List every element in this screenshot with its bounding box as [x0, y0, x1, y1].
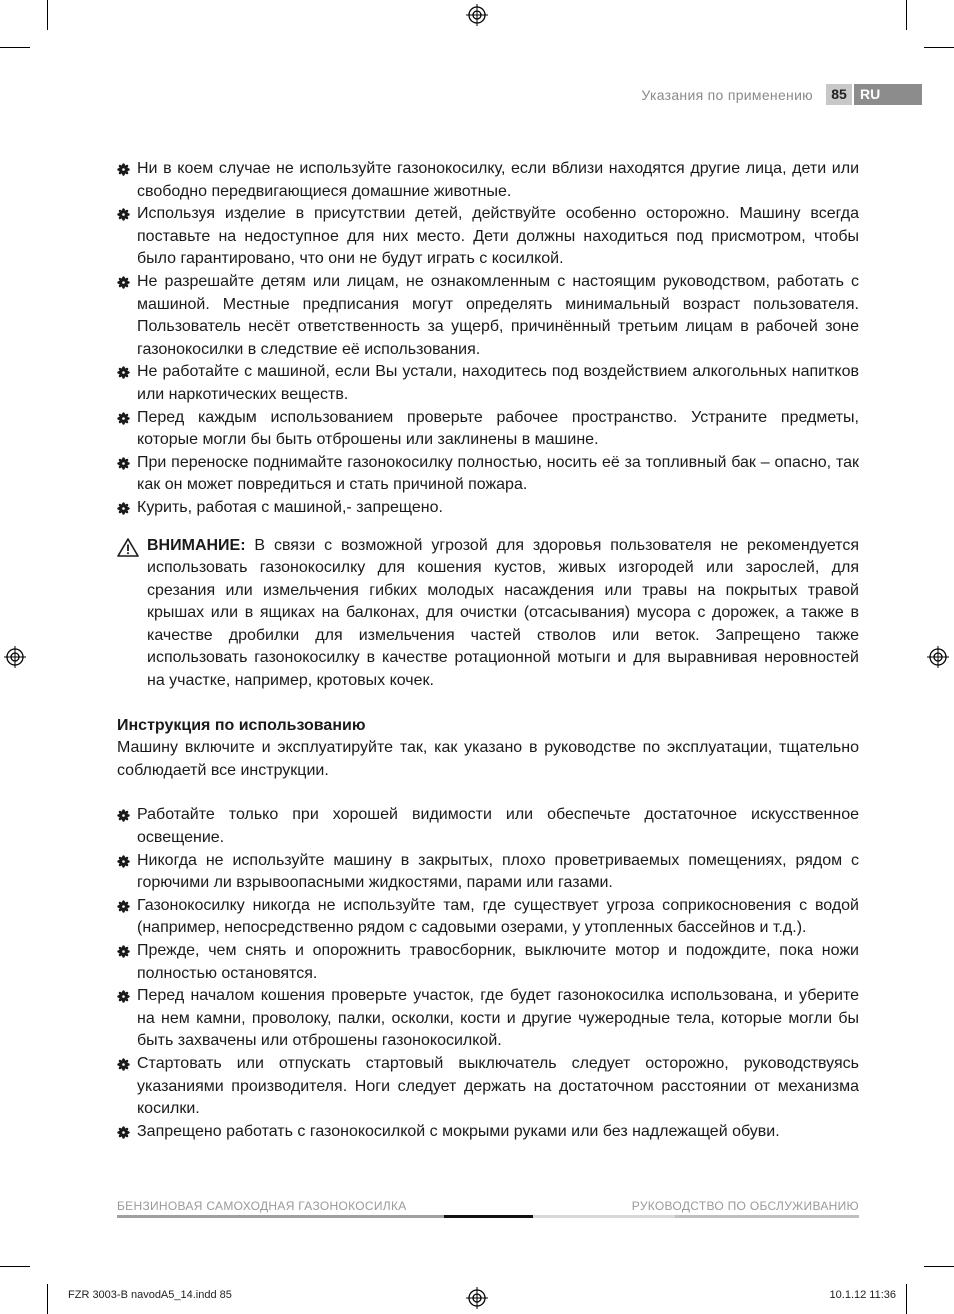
list-item	[117, 804, 859, 849]
footer-rule	[117, 1215, 444, 1218]
list-item-text: Курить, работая с машиной,- запрещено.	[137, 498, 443, 516]
list-item	[117, 452, 859, 497]
warning-text: В связи с возможной угрозой для здоровья пользователя не рекомендуется использовать газонокосилку для кошения кустов, живых изгородей или зарослей, для срезания или измельчения гибких молодых насаждения или травы на покрытых травой крышах или в ящиках на балконах, для очистки (отсасывания) мусора с дорожек, а также в качестве дробилки для измельчения частей стволов или веток. Запрещено также использовать газонокосилку в качестве ротационной мотыги и для выравнивая неровностей на участке, например, кротовых кочек.	[147, 536, 859, 690]
flower-bullet-icon	[117, 502, 130, 515]
registration-mark-icon	[466, 1287, 488, 1309]
list-item-text: Ни в коем случае не используйте газонокосилку, если вблизи находятся другие лица, дети или свободно передвигающиеся домашние животные.	[137, 160, 859, 200]
flower-bullet-icon	[117, 1126, 130, 1139]
page-content	[117, 158, 859, 1143]
list-item-text: Не работайте с машиной, если Вы устали, находитесь под воздействием алкогольных напитков или наркотических веществ.	[137, 363, 859, 403]
footer-manual-title: РУКОВОДСТВО ПО ОБСЛУЖИВАНИЮ	[631, 1199, 859, 1213]
language-tab: RU	[854, 84, 922, 105]
list-item	[117, 1121, 859, 1144]
flower-bullet-icon	[117, 990, 130, 1003]
list-item	[117, 203, 859, 271]
flower-bullet-icon	[117, 208, 130, 221]
footer-rule	[444, 1215, 533, 1218]
footer-rule	[533, 1215, 675, 1218]
flower-bullet-icon	[117, 163, 130, 176]
print-slug-file: FZR 3003-B navodA5_14.indd 85	[68, 1289, 232, 1301]
flower-bullet-icon	[117, 855, 130, 868]
list-item	[117, 895, 859, 940]
registration-mark-icon	[927, 646, 949, 668]
crop-mark	[0, 1266, 30, 1267]
registration-mark-icon	[4, 646, 26, 668]
list-item-text: Работайте только при хорошей видимости или обеспечьте достаточное искусственное освещение.	[137, 806, 859, 847]
flower-bullet-icon	[117, 366, 130, 379]
flower-bullet-icon	[117, 900, 130, 913]
list-item	[117, 407, 859, 452]
crop-mark	[924, 1266, 954, 1267]
footer-product-title: БЕНЗИНОВАЯ САМОХОДНАЯ ГАЗОНОКОСИЛКА	[117, 1199, 407, 1213]
list-item	[117, 361, 859, 406]
list-item	[117, 1053, 859, 1121]
section-title: Инструкция по использованию	[117, 716, 366, 734]
list-item-text: Запрещено работать с газонокосилкой с мокрыми руками или без надлежащей обуви.	[137, 1122, 780, 1140]
list-item-text: Прежде, чем снять и опорожнить травосборник, выключите мотор и подождите, пока ножи полностью остановятся.	[137, 942, 859, 982]
section-header-title: Указания по применению	[641, 87, 813, 103]
list-item	[117, 985, 859, 1053]
print-slug-date: 10.1.12 11:36	[829, 1289, 896, 1301]
crop-mark	[906, 0, 907, 30]
list-item-text: Газонокосилку никогда не используйте там, где существует угроза соприкосновения с водой (например, непосредственно рядом с садовыми озерами, у утопленных бассейнов и т.д.).	[137, 896, 859, 937]
list-item-text: Используя изделие в присутствии детей, действуйте особенно осторожно. Машину всегда поставьте на недоступное для них место. Дети должны находиться под присмотром, чтобы было гарантировано, что они не будут играть с косилкой.	[137, 205, 859, 268]
page-number: 85	[826, 84, 852, 105]
list-item-text: Перед каждым использованием проверьте рабочее пространство. Устраните предметы, которые могли бы быть отброшены или заклинены в машине.	[137, 408, 859, 449]
crop-mark	[0, 47, 30, 48]
flower-bullet-icon	[117, 809, 130, 822]
warning-triangle-icon	[117, 538, 139, 557]
list-item-text: Не разрешайте детям или лицам, не ознакомленным с настоящим руководством, работать с машиной. Местные предписания могут определять минимальный возраст пользователя. Пользователь несёт ответственность за ущерб, причинённый третьим лицам в рабочей зоне газонокосилки в следствие её использования.	[137, 272, 859, 358]
crop-mark	[47, 0, 48, 30]
flower-bullet-icon	[117, 945, 130, 958]
usage-list	[117, 804, 859, 1143]
list-item	[117, 271, 859, 361]
list-item	[117, 158, 859, 203]
crop-mark	[47, 1284, 48, 1314]
list-item-text: При переноске поднимайте газонокосилку полностью, носить её за топливный бак – опасно, так как он может повредиться и стать причиной пожара.	[137, 453, 859, 494]
list-item-text: Никогда не используйте машину в закрытых, плохо проветриваемых помещениях, рядом с горючими ли взрывоопасными жидкостями, парами или газами.	[137, 851, 859, 892]
list-item	[117, 497, 859, 520]
flower-bullet-icon	[117, 412, 130, 425]
list-item-text: Перед началом кошения проверьте участок, где будет газонокосилка использована, и уберите на нем камни, проволоку, палки, осколки, кости и другие чужеродные тела, которые могли бы быть захвачены или отброшены газонокосилкой.	[137, 987, 859, 1050]
warning-label: ВНИМАНИЕ:	[147, 536, 246, 554]
flower-bullet-icon	[117, 276, 130, 289]
section-intro: Машину включите и эксплуатируйте так, как указано в руководстве по эксплуатации, тщательно соблюдаетй все инструкции.	[117, 739, 859, 779]
registration-mark-icon	[466, 4, 488, 26]
safety-list	[117, 158, 859, 520]
list-item-text: Стартовать или отпускать стартовый выключатель следует осторожно, руководствуясь указаниями производителя. Ноги следует держать на достаточном расстоянии от механизма косилки.	[137, 1054, 859, 1118]
crop-mark	[924, 47, 954, 48]
crop-mark	[906, 1284, 907, 1314]
list-item	[117, 850, 859, 895]
flower-bullet-icon	[117, 457, 130, 470]
warning-block	[117, 535, 859, 693]
flower-bullet-icon	[117, 1058, 130, 1071]
footer-rule	[675, 1215, 859, 1218]
list-item	[117, 940, 859, 985]
